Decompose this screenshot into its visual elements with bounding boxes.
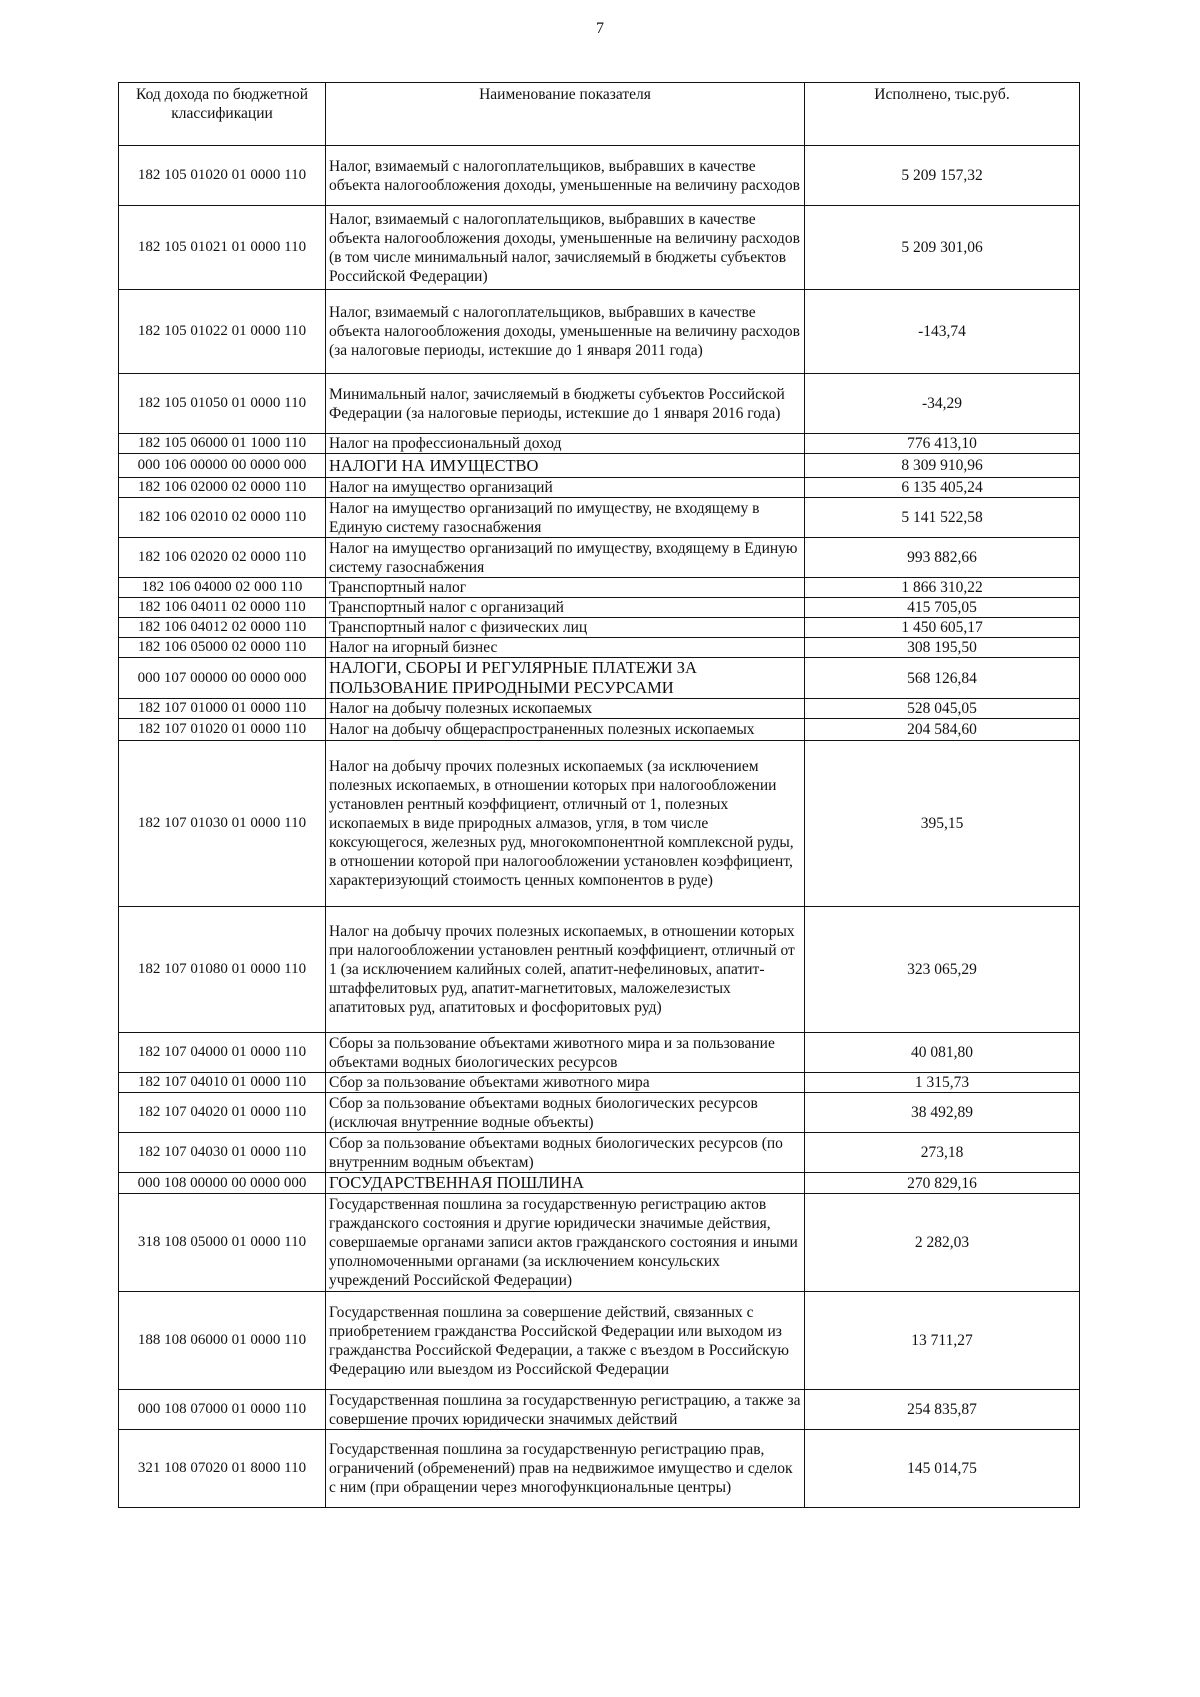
row-code: 000 108 00000 00 0000 000 [119, 1173, 326, 1194]
table-row [119, 907, 1080, 1033]
table-row [119, 1194, 1080, 1292]
row-code: 182 105 01050 01 0000 110 [119, 374, 326, 434]
row-code: 182 107 01080 01 0000 110 [119, 907, 326, 1033]
row-code: 182 105 06000 01 1000 110 [119, 434, 326, 454]
row-name: Налог на имущество организаций [326, 478, 805, 498]
table-row [119, 1430, 1080, 1508]
row-name: Государственная пошлина за государственную регистрацию актов гражданского состояния и другие юридически значимые действия, совершаемые органами записи актов гражданского состояния и иными уполномоченными органами (за исключением консульских учреждений Российской Федерации) [326, 1194, 805, 1292]
table-row [119, 658, 1080, 699]
row-code: 188 108 06000 01 0000 110 [119, 1292, 326, 1390]
row-amount: 6 135 405,24 [805, 478, 1080, 498]
row-code: 182 107 04000 01 0000 110 [119, 1033, 326, 1073]
table-row [119, 598, 1080, 618]
row-code: 182 106 04011 02 0000 110 [119, 598, 326, 618]
table-row [119, 638, 1080, 658]
table-row [119, 434, 1080, 454]
row-code: 182 105 01022 01 0000 110 [119, 290, 326, 374]
table-row [119, 1093, 1080, 1133]
row-amount: 5 141 522,58 [805, 498, 1080, 538]
row-name: Налог на добычу общераспространенных полезных ископаемых [326, 719, 805, 741]
table-row [119, 146, 1080, 206]
row-amount: 395,15 [805, 741, 1080, 907]
row-amount: 568 126,84 [805, 658, 1080, 699]
row-code: 182 107 01020 01 0000 110 [119, 719, 326, 741]
row-amount: 40 081,80 [805, 1033, 1080, 1073]
row-amount: 415 705,05 [805, 598, 1080, 618]
row-code: 182 106 05000 02 0000 110 [119, 638, 326, 658]
row-amount: 8 309 910,96 [805, 454, 1080, 478]
table-row [119, 498, 1080, 538]
table-body [119, 146, 1080, 1508]
table-row [119, 374, 1080, 434]
row-name: Сбор за пользование объектами животного мира [326, 1073, 805, 1093]
row-name: Налог на имущество организаций по имуществу, входящему в Единую систему газоснабжения [326, 538, 805, 578]
row-amount: 323 065,29 [805, 907, 1080, 1033]
row-name: Сбор за пользование объектами водных биологических ресурсов (по внутренним водным объектам) [326, 1133, 805, 1173]
table-row [119, 478, 1080, 498]
row-name: НАЛОГИ НА ИМУЩЕСТВО [326, 454, 805, 478]
row-code: 182 107 04010 01 0000 110 [119, 1073, 326, 1093]
row-amount: 5 209 157,32 [805, 146, 1080, 206]
row-amount: 528 045,05 [805, 699, 1080, 719]
table-header-row [119, 83, 1080, 146]
row-amount: 38 492,89 [805, 1093, 1080, 1133]
table-row [119, 206, 1080, 290]
table-row [119, 1173, 1080, 1194]
row-name: Налог на добычу прочих полезных ископаемых, в отношении которых при налогообложении установлен рентный коэффициент, отличный от 1 (за исключением калийных солей, апатит-нефелиновых, апатит-штаффелитовых руд, апатит-магнетитовых, маложелезистых апатитовых руд, апатитовых и фосфоритовых руд) [326, 907, 805, 1033]
row-code: 182 107 01030 01 0000 110 [119, 741, 326, 907]
row-amount: 2 282,03 [805, 1194, 1080, 1292]
table-row [119, 538, 1080, 578]
row-name: Транспортный налог [326, 578, 805, 598]
row-name: Сбор за пользование объектами водных биологических ресурсов (исключая внутренние водные объекты) [326, 1093, 805, 1133]
row-amount: 254 835,87 [805, 1390, 1080, 1430]
row-amount: 204 584,60 [805, 719, 1080, 741]
table-row [119, 1073, 1080, 1093]
row-amount: 1 866 310,22 [805, 578, 1080, 598]
row-name: Налог на добычу полезных ископаемых [326, 699, 805, 719]
row-name: Государственная пошлина за государственную регистрацию, а также за совершение прочих юридически значимых действий [326, 1390, 805, 1430]
row-code: 182 105 01021 01 0000 110 [119, 206, 326, 290]
row-code: 318 108 05000 01 0000 110 [119, 1194, 326, 1292]
row-name: Транспортный налог с физических лиц [326, 618, 805, 638]
header-amount: Исполнено, тыс.руб. [805, 83, 1080, 146]
table-row [119, 741, 1080, 907]
table-row [119, 1033, 1080, 1073]
row-name: Налог на игорный бизнес [326, 638, 805, 658]
table-row [119, 719, 1080, 741]
row-name: Транспортный налог с организаций [326, 598, 805, 618]
row-amount: 308 195,50 [805, 638, 1080, 658]
row-amount: 270 829,16 [805, 1173, 1080, 1194]
row-code: 182 106 04012 02 0000 110 [119, 618, 326, 638]
row-code: 182 106 02020 02 0000 110 [119, 538, 326, 578]
table-row [119, 578, 1080, 598]
row-name: Налог, взимаемый с налогоплательщиков, выбравших в качестве объекта налогообложения доходы, уменьшенные на величину расходов [326, 146, 805, 206]
row-code: 182 106 02000 02 0000 110 [119, 478, 326, 498]
row-amount: 1 450 605,17 [805, 618, 1080, 638]
row-code: 000 106 00000 00 0000 000 [119, 454, 326, 478]
table-row [119, 290, 1080, 374]
row-amount: -143,74 [805, 290, 1080, 374]
row-name: НАЛОГИ, СБОРЫ И РЕГУЛЯРНЫЕ ПЛАТЕЖИ ЗА ПОЛЬЗОВАНИЕ ПРИРОДНЫМИ РЕСУРСАМИ [326, 658, 805, 699]
row-code: 182 107 01000 01 0000 110 [119, 699, 326, 719]
table-row [119, 1133, 1080, 1173]
table-row [119, 618, 1080, 638]
row-name: Налог на добычу прочих полезных ископаемых (за исключением полезных ископаемых, в отношении которых при налогообложении установлен рентный коэффициент, отличный от 1, полезных ископаемых в виде природных алмазов, угля, в том числе коксующегося, железных руд, многокомпонентной комплексной руды, в отношении которой при налогообложении установлен коэффициент, характеризующий стоимость ценных компонентов в руде) [326, 741, 805, 907]
row-amount: -34,29 [805, 374, 1080, 434]
row-amount: 13 711,27 [805, 1292, 1080, 1390]
row-amount: 145 014,75 [805, 1430, 1080, 1508]
row-name: Государственная пошлина за совершение действий, связанных с приобретением гражданства Российской Федерации или выходом из гражданства Российской Федерации, а также с въездом в Российскую Федерацию или выездом из Российской Федерации [326, 1292, 805, 1390]
header-name: Наименование показателя [326, 83, 805, 146]
row-code: 321 108 07020 01 8000 110 [119, 1430, 326, 1508]
revenue-table [118, 82, 1080, 1508]
row-amount: 273,18 [805, 1133, 1080, 1173]
page-number: 7 [596, 20, 604, 37]
row-name: Налог на имущество организаций по имуществу, не входящему в Единую систему газоснабжения [326, 498, 805, 538]
row-amount: 5 209 301,06 [805, 206, 1080, 290]
table-row [119, 1292, 1080, 1390]
row-code: 182 107 04020 01 0000 110 [119, 1093, 326, 1133]
row-name: Налог на профессиональный доход [326, 434, 805, 454]
header-code: Код дохода по бюджетной классификации [119, 83, 326, 146]
row-code: 000 108 07000 01 0000 110 [119, 1390, 326, 1430]
table-row [119, 1390, 1080, 1430]
row-name: Государственная пошлина за государственную регистрацию прав, ограничений (обременений) прав на недвижимое имущество и сделок с ним (при обращении через многофункциональные центры) [326, 1430, 805, 1508]
row-amount: 776 413,10 [805, 434, 1080, 454]
row-code: 182 106 04000 02 000 110 [119, 578, 326, 598]
table-row [119, 699, 1080, 719]
table-row [119, 454, 1080, 478]
row-code: 182 106 02010 02 0000 110 [119, 498, 326, 538]
row-code: 182 105 01020 01 0000 110 [119, 146, 326, 206]
row-name: ГОСУДАРСТВЕННАЯ ПОШЛИНА [326, 1173, 805, 1194]
row-name: Налог, взимаемый с налогоплательщиков, выбравших в качестве объекта налогообложения доходы, уменьшенные на величину расходов (в том числе минимальный налог, зачисляемый в бюджеты субъектов Российской Федерации) [326, 206, 805, 290]
row-name: Налог, взимаемый с налогоплательщиков, выбравших в качестве объекта налогообложения доходы, уменьшенные на величину расходов (за налоговые периоды, истекшие до 1 января 2011 года) [326, 290, 805, 374]
row-amount: 1 315,73 [805, 1073, 1080, 1093]
row-name: Минимальный налог, зачисляемый в бюджеты субъектов Российской Федерации (за налоговые периоды, истекшие до 1 января 2016 года) [326, 374, 805, 434]
row-code: 182 107 04030 01 0000 110 [119, 1133, 326, 1173]
row-amount: 993 882,66 [805, 538, 1080, 578]
row-code: 000 107 00000 00 0000 000 [119, 658, 326, 699]
row-name: Сборы за пользование объектами животного мира и за пользование объектами водных биологических ресурсов [326, 1033, 805, 1073]
